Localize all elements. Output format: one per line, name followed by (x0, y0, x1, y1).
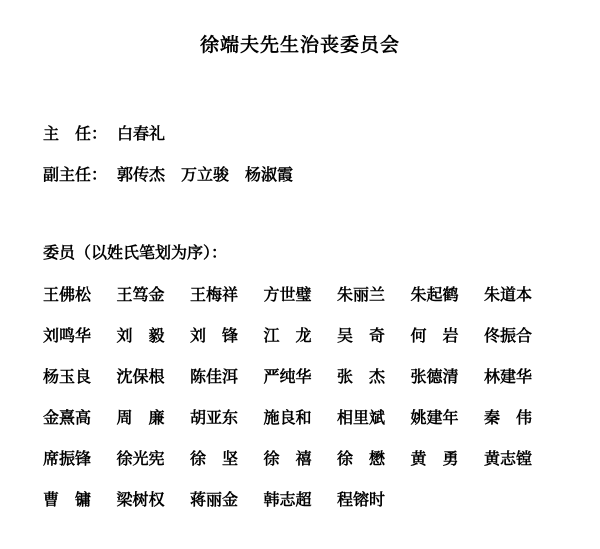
member-row (43, 405, 563, 446)
member-name: 佟振合 (484, 326, 533, 345)
member-row (43, 364, 563, 405)
member-name: 曹 镛 (43, 490, 92, 509)
vice-chair-line (43, 162, 309, 185)
member-name: 刘 毅 (116, 326, 165, 345)
member-name: 席振锋 (43, 449, 92, 468)
member-name: 秦 伟 (484, 408, 533, 427)
member-name: 韩志超 (263, 490, 312, 509)
member-name: 胡亚东 (190, 408, 239, 427)
member-row (43, 282, 563, 323)
member-name: 朱起鹤 (410, 285, 459, 304)
member-name: 陈佳洱 (190, 367, 239, 386)
member-name: 江 龙 (263, 326, 312, 345)
member-name: 徐 坚 (190, 449, 239, 468)
member-name: 施良和 (263, 408, 312, 427)
member-name: 周 廉 (116, 408, 165, 427)
member-name: 相里斌 (337, 408, 386, 427)
vice-chair-name: 杨淑霞 (245, 165, 294, 184)
vice-chair-name: 万立骏 (181, 165, 230, 184)
member-name: 沈保根 (116, 367, 165, 386)
member-name: 方世璧 (263, 285, 312, 304)
member-name: 林建华 (484, 367, 533, 386)
chair-label: 主 任： (43, 124, 108, 143)
vice-chair-label: 副主任： (43, 165, 108, 184)
chair-name: 白春礼 (117, 124, 166, 143)
member-name: 王梅祥 (190, 285, 239, 304)
vice-chair-name: 郭传杰 (117, 165, 166, 184)
member-name: 姚建年 (410, 408, 459, 427)
member-row (43, 446, 563, 487)
members-grid (43, 282, 563, 528)
member-name: 刘鸣华 (43, 326, 92, 345)
member-name: 程镕时 (337, 490, 386, 509)
member-name: 刘 锋 (190, 326, 239, 345)
member-name: 黄志镗 (484, 449, 533, 468)
member-name: 张德清 (410, 367, 459, 386)
member-name: 蒋丽金 (190, 490, 239, 509)
member-name: 严纯华 (263, 367, 312, 386)
member-name: 梁树权 (116, 490, 165, 509)
member-name: 徐光宪 (116, 449, 165, 468)
member-name: 王笃金 (116, 285, 165, 304)
member-name: 徐 懋 (337, 449, 386, 468)
member-name: 吴 奇 (337, 326, 386, 345)
member-name: 何 岩 (410, 326, 459, 345)
member-name: 黄 勇 (410, 449, 459, 468)
member-name: 金熹高 (43, 408, 92, 427)
member-name: 王佛松 (43, 285, 92, 304)
member-row (43, 487, 563, 528)
members-heading: 委员（以姓氏笔划为序）： (43, 243, 228, 262)
member-name: 朱道本 (484, 285, 533, 304)
member-name: 杨玉良 (43, 367, 92, 386)
member-name: 张 杰 (337, 367, 386, 386)
member-name: 朱丽兰 (337, 285, 386, 304)
member-name: 徐 禧 (263, 449, 312, 468)
page-title: 徐端夫先生治丧委员会 (199, 34, 400, 56)
chair-line (43, 121, 181, 144)
member-row (43, 323, 563, 364)
